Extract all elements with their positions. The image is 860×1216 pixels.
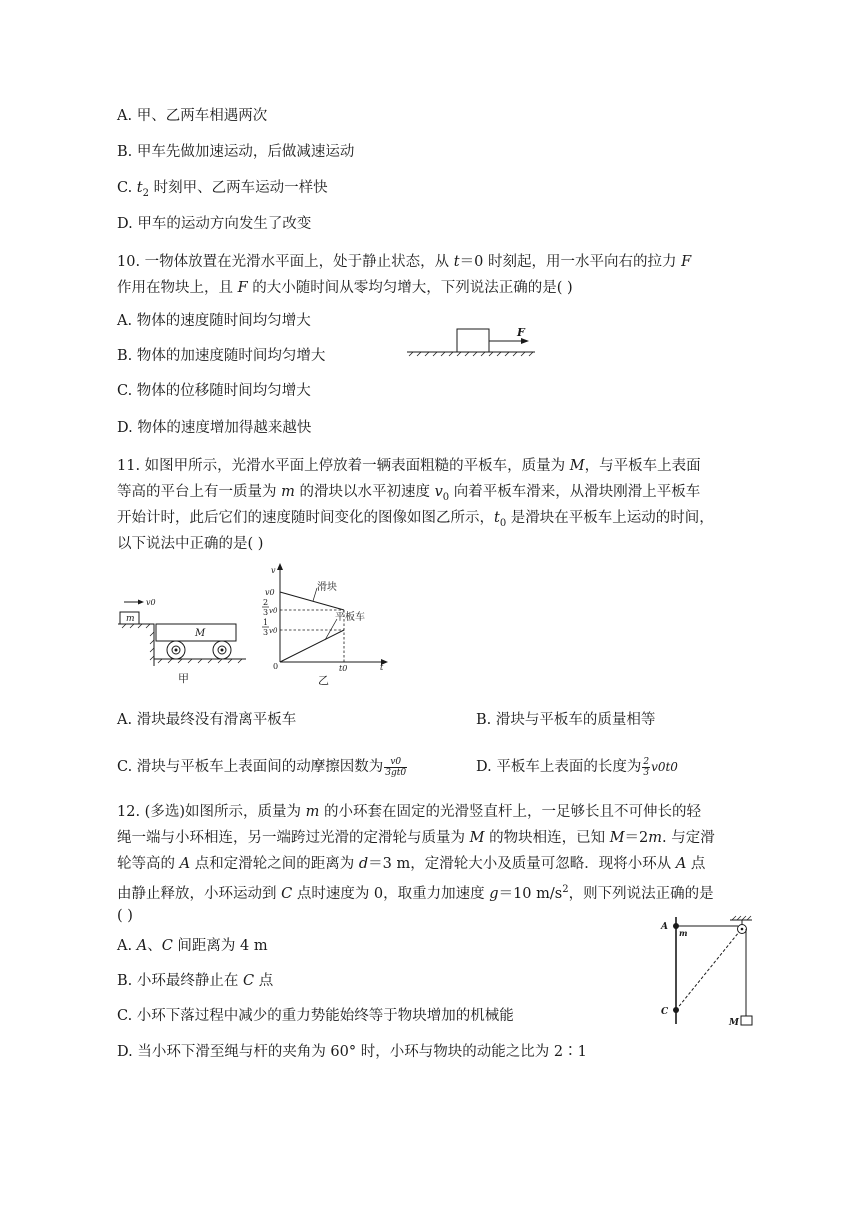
- q11-option-d: D. 平板车上表面的长度为 $\frac{2}{3}$ v0t0: [476, 756, 678, 778]
- m-label: m: [126, 614, 135, 624]
- two-thirds-v0: v0: [269, 607, 278, 615]
- point-C-label: C: [661, 1007, 669, 1017]
- length-fraction: $\frac{2}{3}$: [643, 756, 650, 778]
- slider-curve-label: 滑块: [317, 582, 337, 593]
- q12-stem: 12. (多选)如图所示，质量为 m 的小环套在固定的光滑竖直杆上，一足够长且不可伸长的轻 绳一端与小环相连，另一端跨过光滑的定滑轮与质量为 M 的物块相连，已知 M＝2m. 与定滑 轮等高的 A 点和定滑轮之间的距离为 d＝3 m，定滑轮大小及质量可忽略．现将小环从 A 点 由静止释放，小环运动到 C 点时速度为 0，取重力加速度 g＝10 $m/s^2$，则下列说法正确的是 ( ): [117, 804, 715, 924]
- ring-m-label: m: [679, 928, 688, 938]
- q10-option-d: D. 物体的速度增加得越来越快: [117, 420, 312, 436]
- origin-label: 0: [273, 662, 279, 671]
- two-thirds-num: 2: [263, 598, 269, 607]
- q11-stem: 11. 如图甲所示，光滑水平面上停放着一辆表面粗糙的平板车，质量为 M，与平板车上表面 等高的平台上有一质量为 m 的滑块以水平初速度 $v_0$ 向着平板车滑来，从滑块刚滑上平板车 开始计时，此后它们的速度随时间变化的图像如图乙所示，$t_0$ 是滑块在平板车上运动的时间， 以下说法中正确的是( ): [117, 458, 714, 552]
- two-thirds-den: 3: [263, 608, 269, 617]
- q10-stem: 10. 一物体放置在光滑水平面上，处于静止状态，从 t＝0 时刻起，用一水平向右的拉力 F 作用在物块上，且 F 的大小随时间从零均匀增大，下列说法正确的是( ): [117, 254, 692, 296]
- q11-option-a: A. 滑块最终没有滑离平板车: [117, 712, 297, 728]
- v-axis-label: v: [271, 566, 276, 575]
- cart-curve-label: 平板车: [335, 612, 365, 623]
- q10-option-c: C. 物体的位移随时间均匀增大: [117, 383, 311, 399]
- q12-option-d: D. 当小环下滑至绳与杆的夹角为 60° 时，小环与物块的动能之比为 2∶1: [117, 1044, 587, 1060]
- q11-option-c: C. 滑块与平板车上表面间的动摩擦因数为 $\frac{v0}{3gt0}$: [117, 756, 407, 778]
- q11-figure-yi: [255, 562, 395, 688]
- t0-tick: t0: [339, 664, 348, 673]
- figure-caption-yi: 乙: [318, 674, 329, 687]
- q9-option-b: B. 甲车先做加速运动，后做减速运动: [117, 144, 355, 160]
- block-M-label: M: [729, 1018, 739, 1028]
- force-label: F: [517, 326, 525, 339]
- one-third-v0: v0: [269, 627, 278, 635]
- q9-option-c: C. $t_2$ 时刻甲、乙两车运动一样快: [117, 180, 328, 199]
- M-label: M: [195, 628, 206, 639]
- q10-option-a: A. 物体的速度随时间均匀增大: [117, 313, 311, 329]
- one-third-num: 1: [263, 618, 269, 627]
- q12-pulley-figure: [656, 912, 768, 1034]
- figure-caption-jia: 甲: [178, 672, 189, 685]
- q10-option-b: B. 物体的加速度随时间均匀增大: [117, 348, 326, 364]
- q10-block-figure: [405, 325, 540, 360]
- q11-figure-jia: [118, 594, 248, 689]
- v0-label: v0: [146, 598, 156, 607]
- q12-option-c: C. 小环下落过程中减少的重力势能始终等于物块增加的机械能: [117, 1008, 514, 1024]
- v0-tick: v0: [265, 588, 275, 597]
- q9-option-d: D. 甲车的运动方向发生了改变: [117, 216, 312, 232]
- q9-option-a: A. 甲、乙两车相遇两次: [117, 108, 268, 124]
- one-third-den: 3: [263, 628, 269, 637]
- q11-option-b: B. 滑块与平板车的质量相等: [476, 712, 656, 728]
- q12-option-a: A. A、C 间距离为 4 m: [117, 938, 268, 954]
- t-axis-label: t: [380, 663, 384, 672]
- mu-fraction: $\frac{v0}{3gt0}$: [385, 756, 407, 778]
- q12-option-b: B. 小环最终静止在 C 点: [117, 973, 274, 989]
- point-A-label: A: [661, 922, 668, 932]
